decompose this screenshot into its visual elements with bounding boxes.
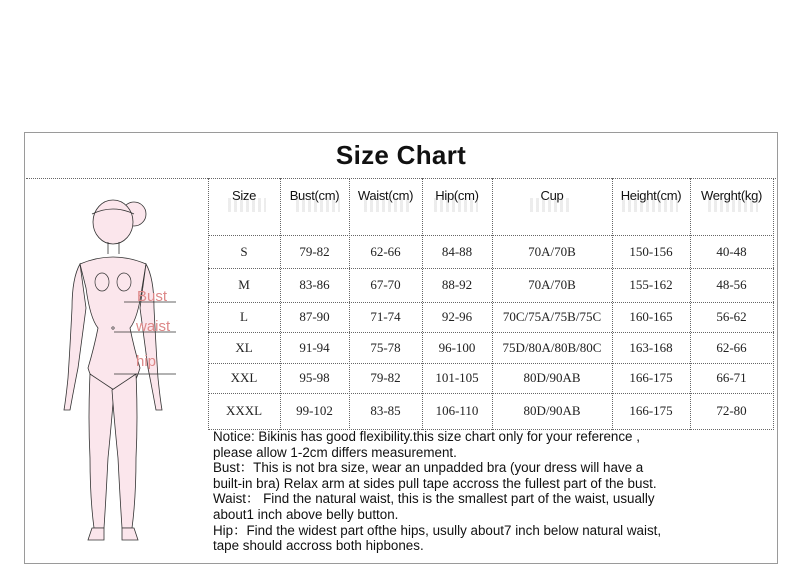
cell-height: 160-165 bbox=[629, 309, 673, 324]
cell-weight: 72-80 bbox=[716, 403, 747, 418]
hip-label: hip bbox=[136, 353, 157, 370]
waist-label: waist bbox=[136, 318, 171, 335]
cell-waist: 62-66 bbox=[370, 244, 401, 259]
cell-bust: 79-82 bbox=[299, 244, 330, 259]
body-figure bbox=[30, 178, 210, 558]
cell-hip: 92-96 bbox=[441, 309, 473, 324]
cell-size: XXXL bbox=[225, 403, 263, 418]
header-bust: Bust(cm) bbox=[289, 188, 340, 203]
cell-waist: 83-85 bbox=[370, 403, 401, 418]
size-table bbox=[208, 178, 774, 426]
cell-height: 166-175 bbox=[629, 403, 673, 418]
header-weight: Werght(kg) bbox=[700, 188, 763, 203]
header-cup: Cup bbox=[540, 188, 564, 203]
page-title: Size Chart bbox=[335, 140, 467, 170]
cell-bust: 95-98 bbox=[299, 370, 330, 385]
cell-waist: 71-74 bbox=[370, 309, 401, 324]
cell-weight: 66-71 bbox=[716, 370, 747, 385]
header-hip: Hip(cm) bbox=[435, 188, 479, 203]
header-ghost bbox=[228, 198, 266, 212]
cell-size: S bbox=[240, 244, 248, 259]
header-height: Height(cm) bbox=[620, 188, 682, 203]
cell-height: 166-175 bbox=[629, 370, 673, 385]
cell-bust: 99-102 bbox=[296, 403, 333, 418]
cell-size: XXL bbox=[230, 370, 258, 385]
notes-line: please allow 1-2cm differs measurement. bbox=[213, 444, 457, 460]
cell-cup: 70C/75A/75B/75C bbox=[502, 309, 602, 324]
cell-weight: 56-62 bbox=[716, 309, 747, 324]
cell-height: 155-162 bbox=[629, 277, 673, 292]
cell-waist: 79-82 bbox=[370, 370, 401, 385]
cell-size: L bbox=[240, 309, 248, 324]
cell-cup: 75D/80A/80B/80C bbox=[502, 340, 602, 355]
cell-hip: 84-88 bbox=[441, 244, 473, 259]
header-waist: Waist(cm) bbox=[357, 188, 414, 203]
cell-cup: 70A/70B bbox=[528, 244, 576, 259]
cell-cup: 80D/90AB bbox=[523, 370, 581, 385]
cell-size: M bbox=[238, 277, 250, 292]
size-notes bbox=[213, 429, 773, 554]
notes-line: Notice: Bikinis has good flexibility.this size chart only for your reference , bbox=[213, 429, 640, 444]
notes-line: about1 inch above belly button. bbox=[213, 506, 399, 522]
header-size: Size bbox=[231, 188, 257, 203]
header-ghost bbox=[708, 198, 758, 212]
header-ghost bbox=[622, 198, 678, 212]
cell-hip: 101-105 bbox=[435, 370, 479, 385]
notes-line: Hip：Find the widest part ofthe hips, usully about7 inch below natural waist, bbox=[213, 522, 662, 538]
cell-weight: 62-66 bbox=[716, 340, 747, 355]
cell-bust: 87-90 bbox=[299, 309, 330, 324]
cell-cup: 70A/70B bbox=[528, 277, 576, 292]
header-ghost bbox=[364, 198, 410, 212]
cell-weight: 40-48 bbox=[716, 244, 747, 259]
cell-weight: 48-56 bbox=[716, 277, 747, 292]
header-ghost bbox=[434, 198, 478, 212]
cell-height: 150-156 bbox=[629, 244, 673, 259]
cell-cup: 80D/90AB bbox=[523, 403, 581, 418]
notes-line: Waist： Find the natural waist, this is the smallest part of the waist, usually bbox=[213, 491, 655, 507]
cell-hip: 88-92 bbox=[441, 277, 473, 292]
cell-height: 163-168 bbox=[629, 340, 673, 355]
body-figure-illustration bbox=[30, 178, 210, 558]
header-ghost bbox=[296, 198, 340, 212]
cell-bust: 83-86 bbox=[299, 277, 330, 292]
header-ghost bbox=[530, 198, 570, 212]
cell-bust: 91-94 bbox=[299, 340, 330, 355]
cell-waist: 67-70 bbox=[370, 277, 401, 292]
cell-waist: 75-78 bbox=[370, 340, 401, 355]
notes-line: Bust：This is not bra size, wear an unpadded bra (your dress will have a bbox=[213, 460, 644, 476]
bust-label: Bust bbox=[137, 288, 168, 305]
cell-hip: 96-100 bbox=[438, 340, 476, 355]
notes-line: built-in bra) Relax arm at sides pull tape accross the fullest part of the bust. bbox=[213, 475, 657, 491]
cell-size: XL bbox=[235, 340, 253, 355]
notes-line: tape should accross both hipbones. bbox=[213, 538, 424, 554]
cell-hip: 106-110 bbox=[435, 403, 479, 418]
